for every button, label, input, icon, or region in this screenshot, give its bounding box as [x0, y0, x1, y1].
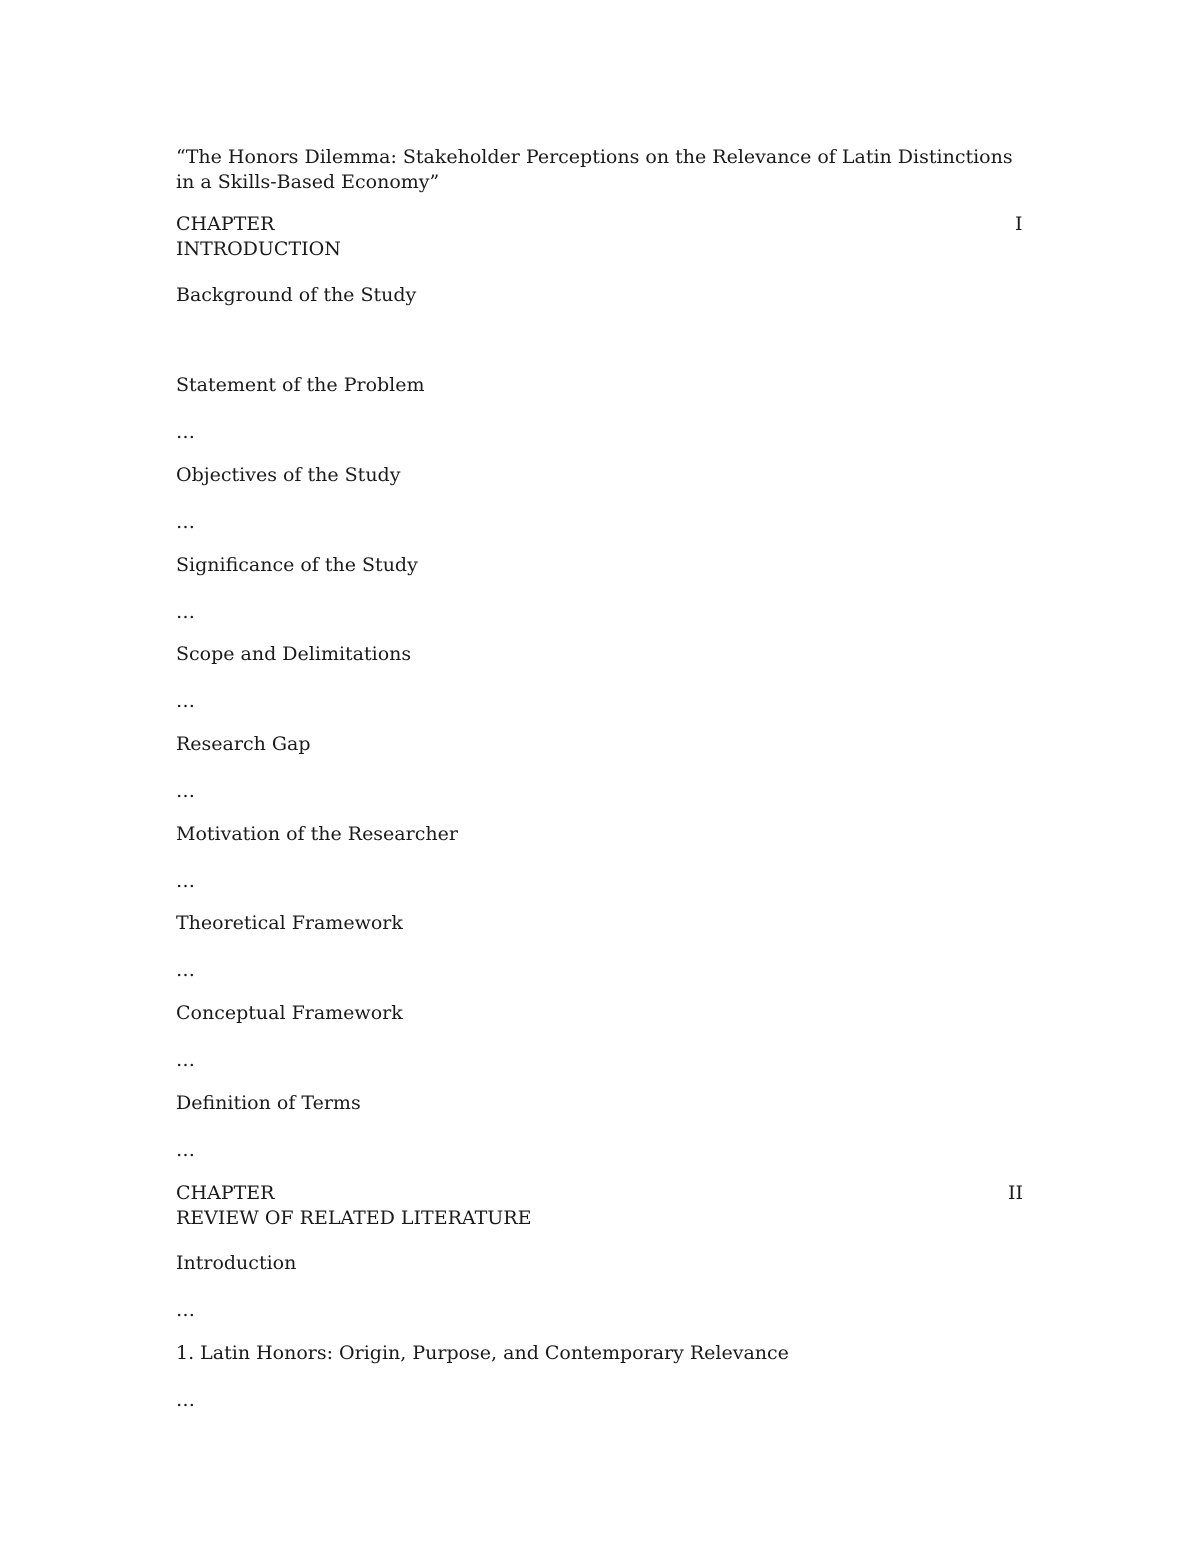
chapter-1-heading: INTRODUCTION [176, 238, 341, 260]
section-ellipsis: … [176, 780, 195, 802]
section-heading: Statement of the Problem [176, 374, 425, 396]
section-ellipsis: … [176, 959, 195, 981]
document-title: “The Honors Dilemma: Stakeholder Perceptions on the Relevance of Latin Distinctions in a Skills-Based Economy” [176, 146, 1013, 193]
section-heading: Introduction [176, 1252, 297, 1274]
section-heading: Objectives of the Study [176, 464, 401, 486]
section-heading: Scope and Delimitations [176, 643, 412, 665]
section-ellipsis: … [176, 870, 195, 892]
section-heading: Motivation of the Researcher [176, 823, 458, 845]
section-ellipsis: … [176, 690, 195, 712]
section-heading: Background of the Study [176, 284, 417, 306]
section-heading: Theoretical Framework [176, 912, 403, 934]
section-ellipsis: … [176, 1049, 195, 1071]
section-heading: Conceptual Framework [176, 1002, 403, 1024]
chapter-1-number: I [1015, 213, 1023, 235]
section-heading: 1. Latin Honors: Origin, Purpose, and Contemporary Relevance [176, 1342, 789, 1364]
chapter-2-number: II [1008, 1182, 1024, 1204]
chapter-2-heading: REVIEW OF RELATED LITERATURE [176, 1207, 532, 1229]
section-ellipsis: … [176, 511, 195, 533]
section-heading: Research Gap [176, 733, 311, 755]
section-heading: Significance of the Study [176, 554, 418, 576]
section-ellipsis: … [176, 421, 195, 443]
chapter-1-label: CHAPTER [176, 213, 275, 235]
section-ellipsis: … [176, 601, 195, 623]
section-heading: Definition of Terms [176, 1092, 361, 1114]
section-ellipsis: … [176, 1139, 195, 1161]
chapter-2-label: CHAPTER [176, 1182, 275, 1204]
section-ellipsis: … [176, 1299, 195, 1321]
section-ellipsis: … [176, 1389, 195, 1411]
